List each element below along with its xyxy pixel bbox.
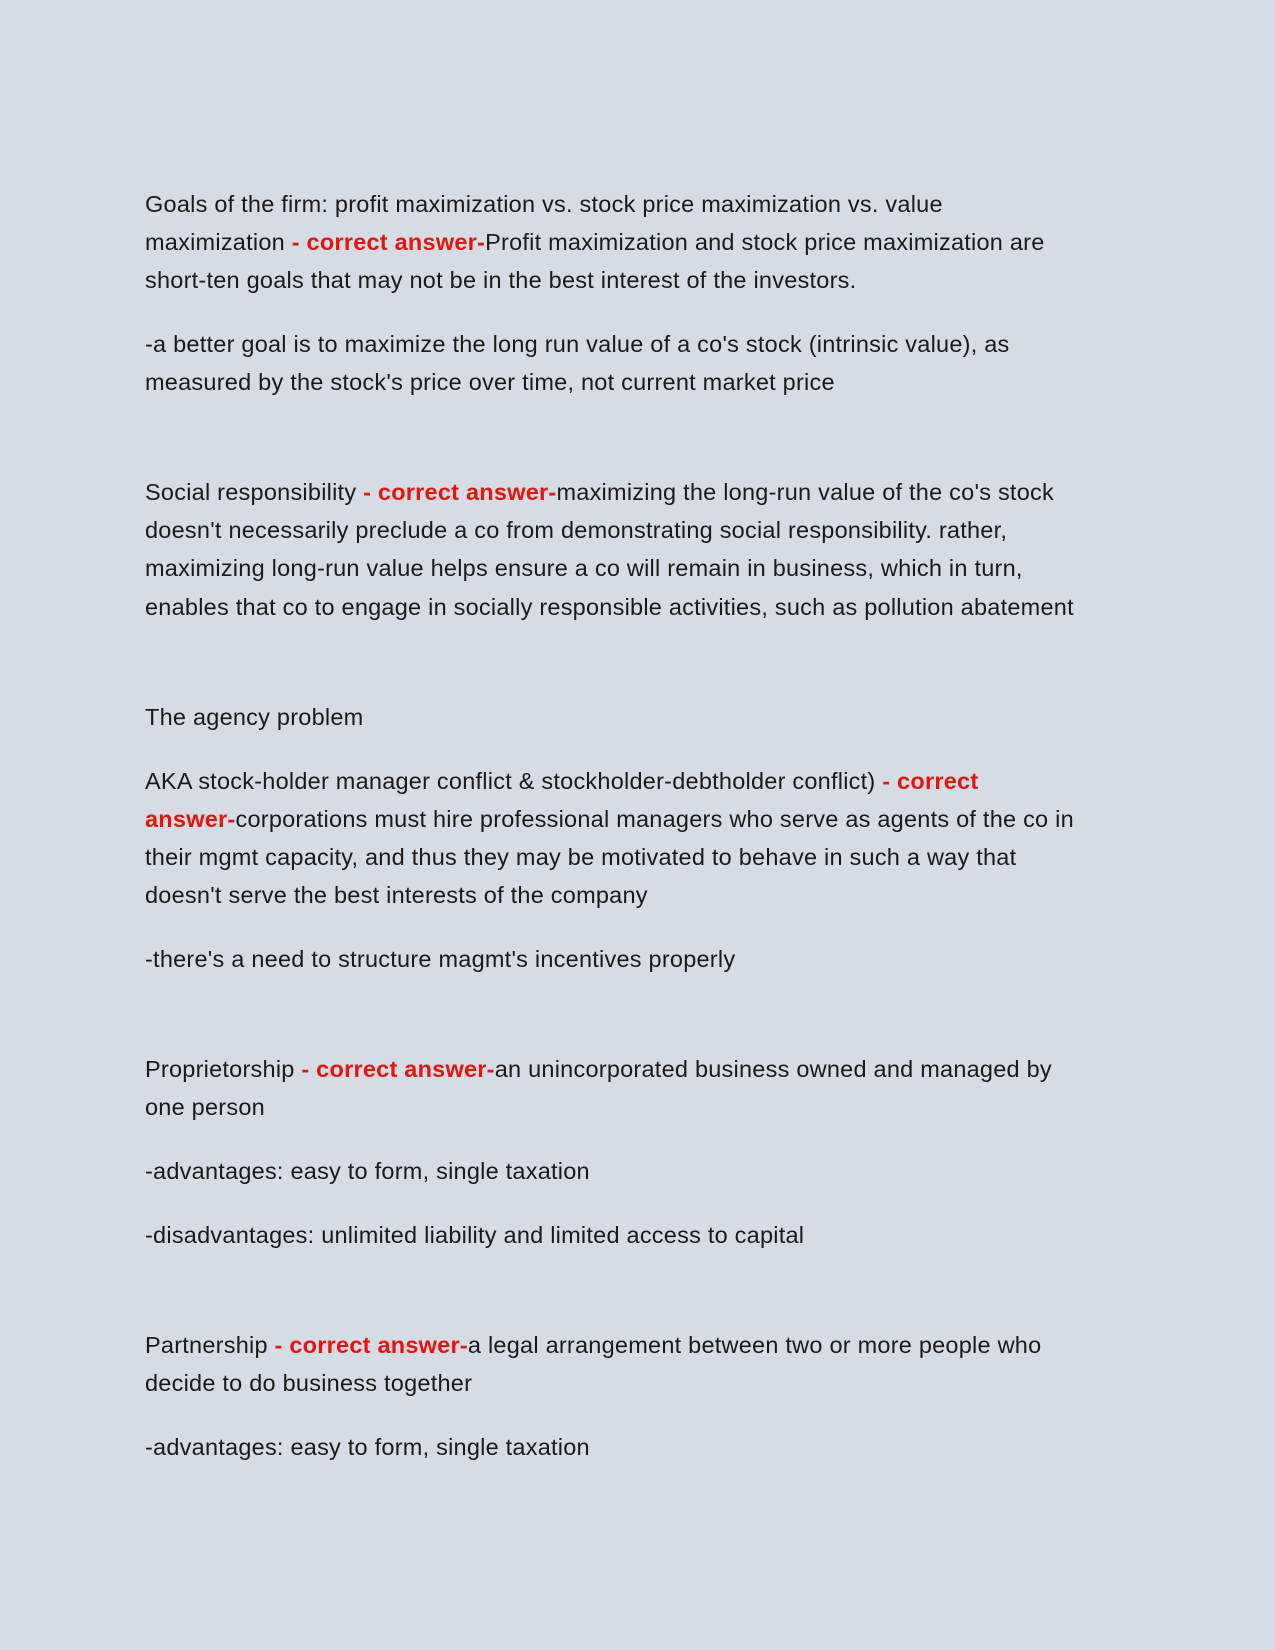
- note-partnership-advantages: [145, 1428, 1075, 1466]
- note-goals: [145, 325, 1075, 401]
- qa-block-agency-problem: [145, 762, 1075, 914]
- correct-answer-marker: - correct answer-: [294, 1055, 495, 1082]
- qa-block-proprietorship: [145, 1050, 1075, 1126]
- correct-answer-marker: - correct answer-: [356, 479, 557, 506]
- paragraph-spacer: [145, 1004, 1130, 1050]
- note-agency: [145, 940, 1075, 978]
- note-proprietorship-advantages: [145, 1152, 1075, 1190]
- answer-text: an unincorporated business owned and managed by one person: [145, 1055, 1052, 1120]
- question-text: Goals of the firm: profit maximization vs. stock price maximization vs. value maximization: [145, 191, 943, 256]
- note-text: -disadvantages: unlimited liability and limited access to capital: [145, 1222, 805, 1249]
- note-text: -advantages: easy to form, single taxation: [145, 1158, 590, 1185]
- correct-answer-marker: - correct answer-: [284, 229, 486, 256]
- correct-answer-marker: - correct answer-: [145, 767, 979, 832]
- answer-text: corporations must hire professional managers who serve as agents of the co in their mgmt capacity, and thus they may be motivated to behave in such a way that doesn't serve the best interests of the company: [145, 805, 1074, 908]
- answer-text: Profit maximization and stock price maximization are short-ten goals that may not be in the best interest of the investors.: [145, 229, 1045, 294]
- note-text: -advantages: easy to form, single taxation: [145, 1434, 590, 1461]
- correct-answer-marker: - correct answer-: [267, 1332, 468, 1359]
- question-text: Social responsibility: [145, 479, 357, 506]
- note-proprietorship-disadvantages: [145, 1216, 1075, 1254]
- answer-text: a legal arrangement between two or more people who decide to do business together: [145, 1332, 1042, 1397]
- heading-agency-problem: [145, 698, 1075, 736]
- question-text: Partnership: [145, 1332, 268, 1359]
- qa-block-goals-of-the-firm: [145, 185, 1075, 299]
- note-text: -a better goal is to maximize the long run value of a co's stock (intrinsic value), as measured by the stock's price over time, not current market price: [145, 331, 1010, 396]
- question-text: Proprietorship: [145, 1055, 295, 1082]
- note-text: -there's a need to structure magmt's incentives properly: [145, 945, 736, 972]
- answer-text: maximizing the long-run value of the co's stock doesn't necessarily preclude a co from demonstrating social responsibility. rather, maximizing long-run value helps ensure a co will remain in business, which in turn, enables that co to engage in socially responsible activities, such as pollution abatement: [145, 479, 1074, 620]
- qa-block-social-responsibility: [145, 473, 1075, 625]
- qa-block-partnership: [145, 1326, 1075, 1402]
- paragraph-spacer: [145, 1280, 1130, 1326]
- paragraph-spacer: [145, 427, 1130, 473]
- question-text: AKA stock-holder manager conflict & stockholder-debtholder conflict): [145, 767, 876, 794]
- heading-text: The agency problem: [145, 703, 364, 730]
- paragraph-spacer: [145, 652, 1130, 698]
